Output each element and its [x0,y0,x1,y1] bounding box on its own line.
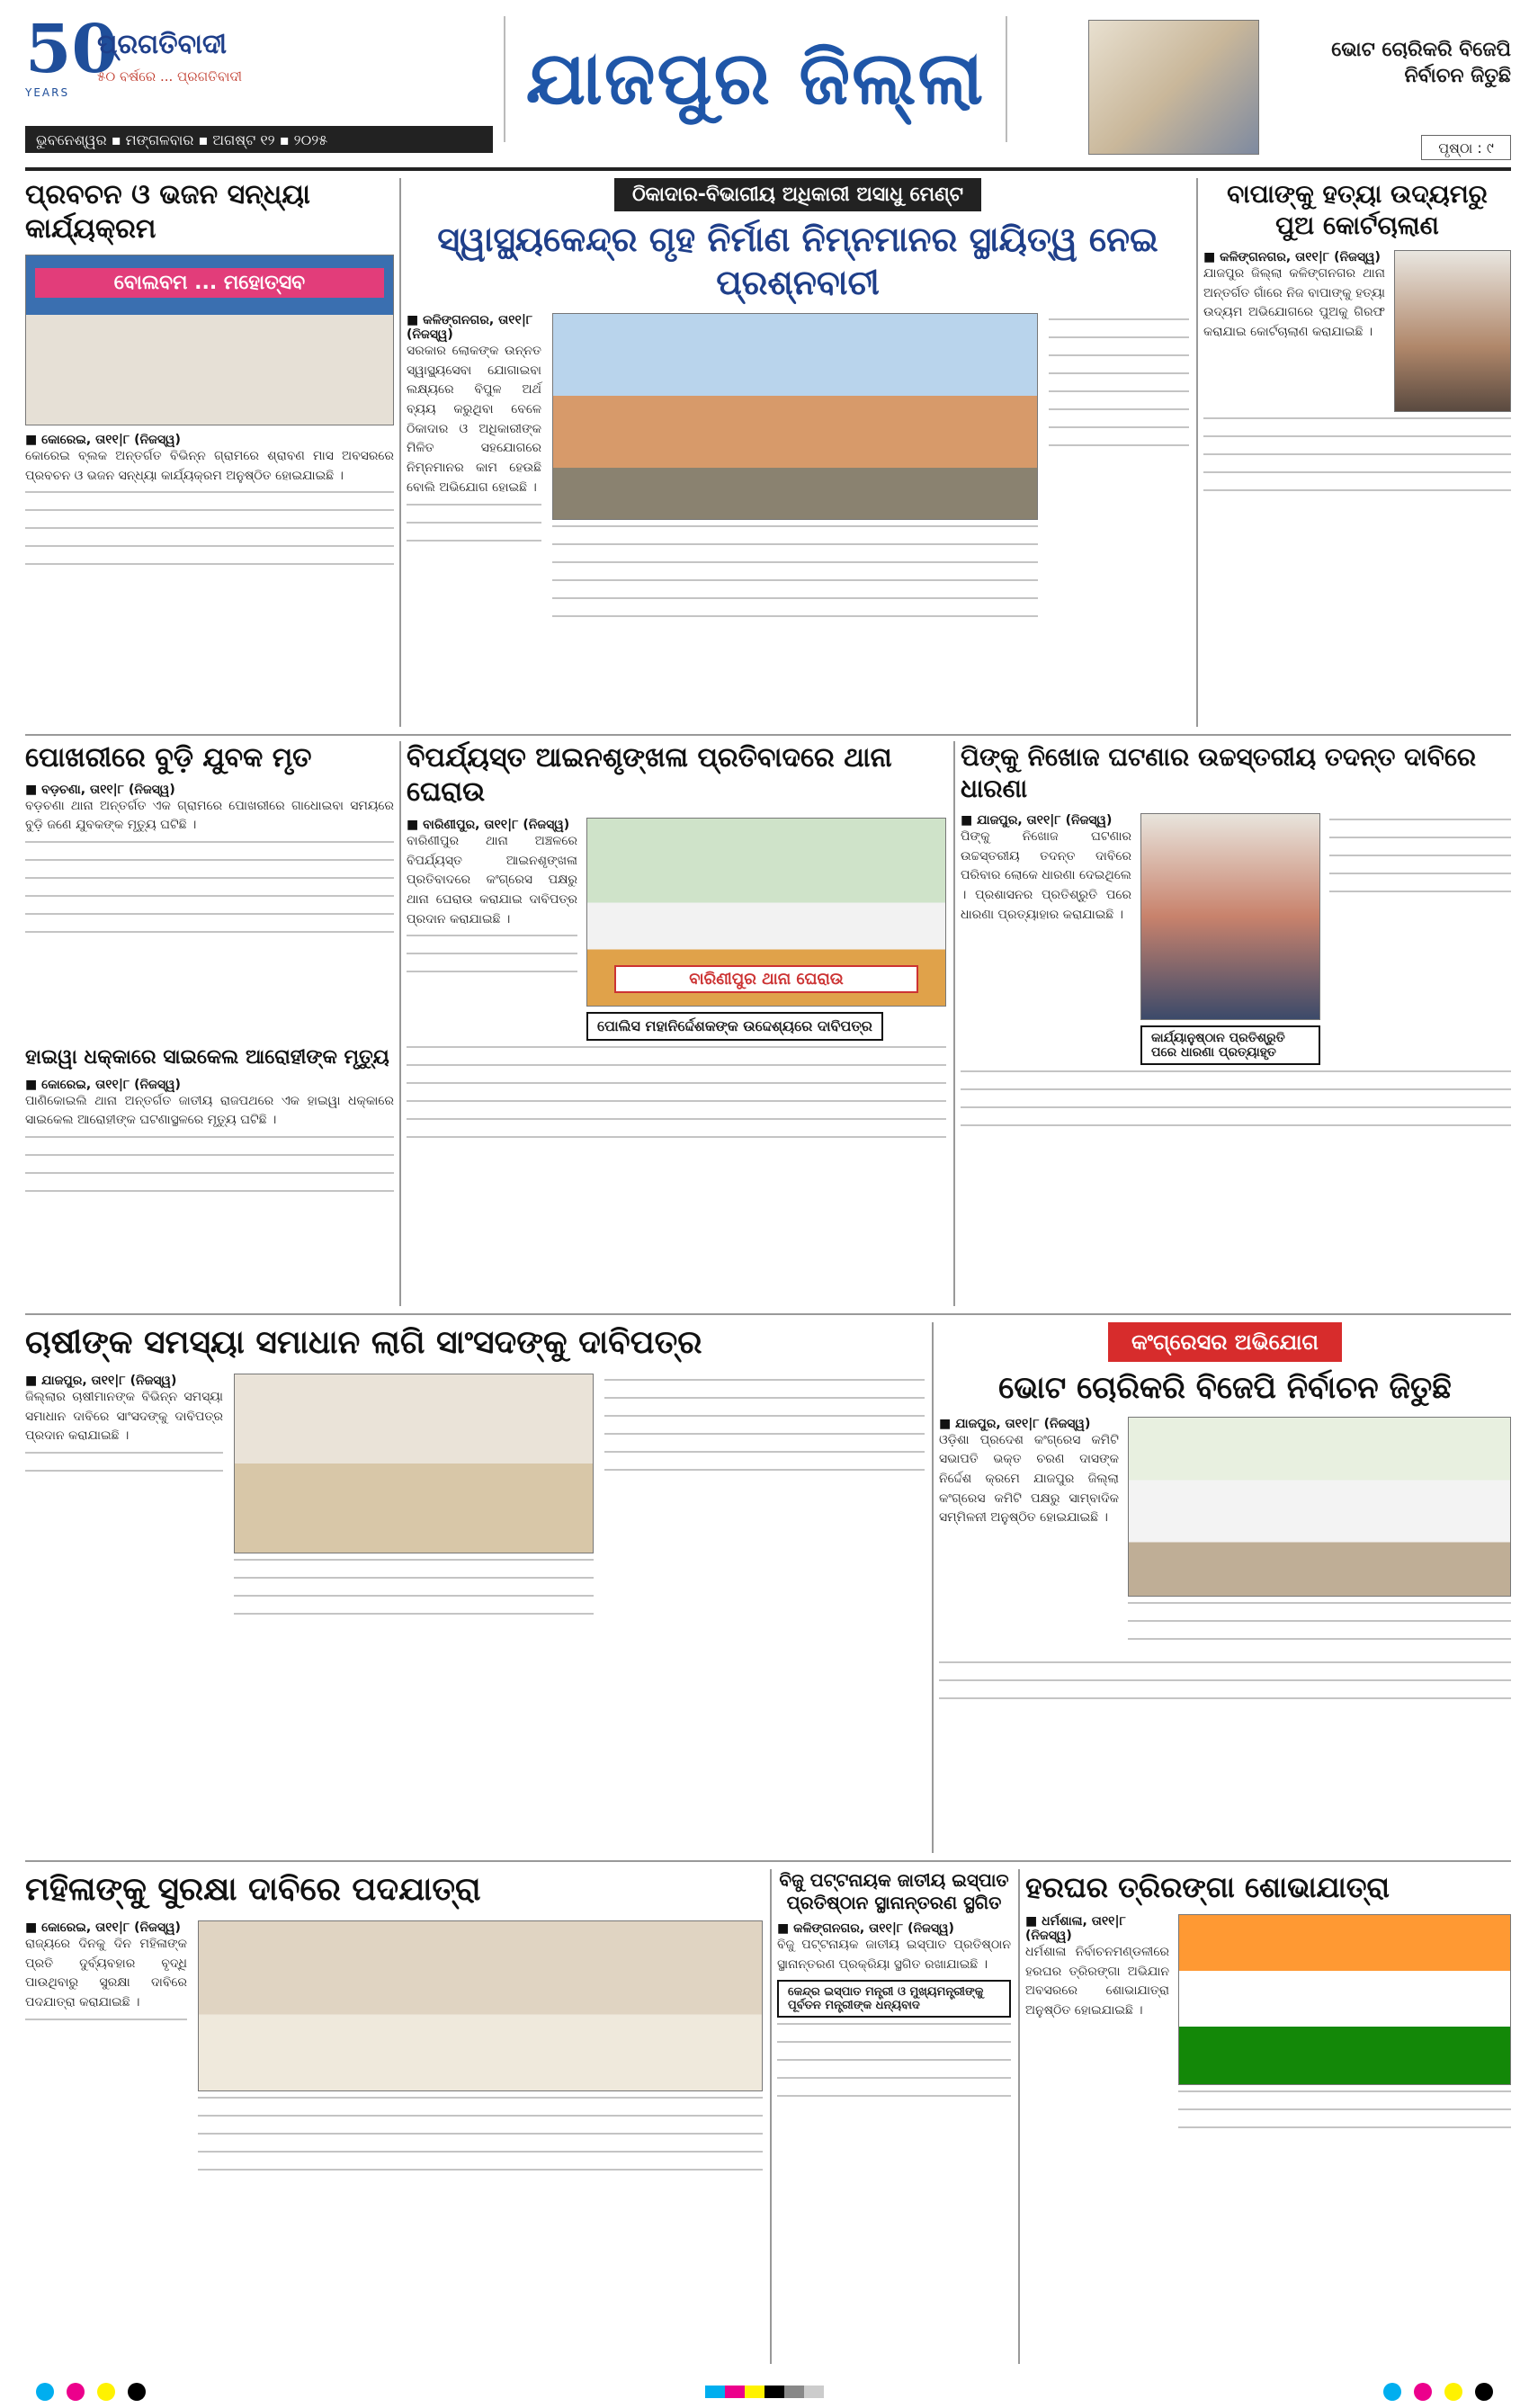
column-rule [770,1869,772,2364]
lede: ଜିଲ୍ଲାର ଚାଷୀମାନଙ୍କ ବିଭିନ୍ନ ସମସ୍ୟା ସମାଧାନ ଦାବିରେ ସାଂସଦଙ୍କୁ ଦାବିପତ୍ର ପ୍ରଦାନ କରାଯାଇଛି । [25,1390,223,1444]
color-bar [705,2386,824,2398]
promo-headline[interactable]: ଭୋଟ ଚୋରିକରି ବିଜେପି ନିର୍ବାଚନ ଜିତୁଛି [1331,39,1511,87]
subhead: କେନ୍ଦ୍ର ଇସ୍ପାତ ମନ୍ତ୍ରୀ ଓ ମୁଖ୍ୟମନ୍ତ୍ରୀଙ୍କୁ ପୂର୍ବତନ ମନ୍ତ୍ରୀଙ୍କ ଧନ୍ୟବାଦ [777,1980,1011,2018]
lede: ବିଜୁ ପଟ୍ଟନାୟକ ଜାତୀୟ ଇସ୍ପାତ ପ୍ରତିଷ୍ଠାନ ସ୍ଥାନାନ୍ତରଣ ପ୍ରକ୍ରିୟା ସ୍ଥଗିତ ରଖାଯାଇଛି । [777,1938,1011,1972]
lede: ଧର୍ମଶାଳା ନିର୍ବାଚନମଣ୍ଡଳୀରେ ହରଘର ତ୍ରିରଙ୍ଗା ଅଭିଯାନ ଅବସରରେ ଶୋଭାଯାତ୍ରା ଅନୁଷ୍ଠିତ ହୋଇଯାଇଛି । [1025,1945,1169,2019]
headline[interactable]: ପୋଖରୀରେ ବୁଡ଼ି ଯୁବକ ମୃତ [25,742,312,774]
column-rule [1196,178,1198,727]
press-meet-photo [1128,1417,1511,1597]
lede: ବଡ଼ଚଣା ଥାନା ଅନ୍ତର୍ଗତ ଏକ ଗ୍ରାମରେ ପୋଖରୀରେ ଗାଧୋଇବା ସମୟରେ ବୁଡ଼ି ଜଣେ ଯୁବକଙ୍କ ମୃତ୍ୟୁ ଘଟିଛି । [25,798,394,833]
page-number: ପୃଷ୍ଠା : ୯ [1421,135,1511,160]
byline: ■ କଳିଙ୍ଗନଗର, ତା୧୧|୮ (ନିଜସ୍ୱ) [777,1921,954,1936]
story-vote-theft[interactable] [939,1322,1511,1853]
headline[interactable]: ବାପାଙ୍କୁ ହତ୍ୟା ଉଦ୍ୟମରୁ ପୁଅ କୋର୍ଟଚାଲାଣ [1227,179,1488,240]
lede: ବାରିଣୀପୁର ଥାନା ଅଞ୍ଚଳରେ ବିପର୍ଯ୍ୟସ୍ତ ଆଇନଶୃଙ୍ଖଳା ପ୍ରତିବାଦରେ କଂଗ୍ରେସ ପକ୍ଷରୁ ଥାନା ଘେରାଉ କରାଯାଇ ଦାବିପତ୍ର ପ୍ରଦାନ କରାଯାଇଛି । [407,834,577,926]
kicker: ଠିକାଦାର-ବିଭାଗୀୟ ଅଧିକାରୀ ଅସାଧୁ ମେଣ୍ଟ [614,178,981,211]
paper-name: ପ୍ରଗତିବାଦୀ [97,29,228,60]
byline: ■ ବଡ଼ଚଣା, ତା୧୧|୮ (ନିଜସ୍ୱ) [25,782,175,797]
story-law-order[interactable] [407,741,946,1306]
kicker: କଂଗ୍ରେସର ଅଭିଯୋଗ [1108,1322,1342,1362]
anniversary-years-label: YEARS [25,86,70,99]
lede: ସରକାର ଲୋକଙ୍କ ଉନ୍ନତ ସ୍ୱାସ୍ଥ୍ୟସେବା ଯୋଗାଇବା ଲକ୍ଷ୍ୟରେ ବିପୁଳ ଅର୍ଥ ବ୍ୟୟ କରୁଥିବା ବେଳେ ଠିକାଦାର ଓ ଅଧିକାରୀଙ୍କ ମିଳିତ ସହଯୋଗରେ ନିମ୍ନମାନର କାମ ହେଉଛି ବୋଲି ଅଭିଯୋଗ ହୋଇଛି । [407,344,541,495]
lede: ଓଡ଼ିଶା ପ୍ରଦେଶ କଂଗ୍ରେସ କମିଟି ସଭାପତି ଭକ୍ତ ଚରଣ ଦାସଙ୍କ ନିର୍ଦ୍ଦେଶ କ୍ରମେ ଯାଜପୁର ଜିଲ୍ଲା କଂଗ୍ରେସ କମିଟି ପକ୍ଷରୁ ସାମ୍ବାଦିକ ସମ୍ମିଳନୀ ଅନୁଷ୍ଠିତ ହୋଇଯାଇଛି । [939,1432,1119,1526]
byline: ■ କୋରେଇ, ତା୧୧|୮ (ନିଜସ୍ୱ) [25,433,181,447]
headline[interactable]: ଭୋଟ ଚୋରିକରି ବିଜେପି ନିର୍ବାଚନ ଜିତୁଛି [998,1370,1452,1406]
column-rule [953,741,955,1306]
byline: ■ ବାରିଣୀପୁର, ତା୧୧|୮ (ନିଜସ୍ୱ) [407,818,570,832]
story-health-centre[interactable] [407,178,1189,727]
story-tiranga[interactable] [1025,1869,1511,2364]
story-father-murder[interactable] [1203,178,1511,727]
story-farmers[interactable] [25,1322,925,1853]
column-rule [399,178,401,727]
column-rule [1018,1869,1020,2364]
story-highway-death[interactable] [25,1045,394,1306]
tiranga-rally-photo [1178,1914,1511,2085]
story-biju-institute[interactable] [777,1869,1011,2364]
headline[interactable]: ମହିଳାଙ୍କୁ ସୁରକ୍ଷା ଦାବିରେ ପଦଯାତ୍ରା [25,1871,481,1908]
column-rule [399,741,401,1306]
photo-caption: କାର୍ଯ୍ୟାନୁଷ୍ଠାନ ପ୍ରତିଶ୍ରୁତି ପରେ ଧାରଣା ପ୍ରତ୍ୟାହୃତ [1140,1025,1320,1065]
photo-caption: ପୋଲିସ ମହାନିର୍ଦ୍ଦେଶକଙ୍କ ଉଦ୍ଦେଶ୍ୟରେ ଦାବିପତ୍ର [586,1012,883,1041]
row-rule [25,1860,1511,1862]
pravachan-banner-text: ବୋଲବମ ... ମହୋତ୍ସବ [35,268,384,298]
story-pinku-missing[interactable] [961,741,1511,1306]
dateline: ଭୁବନେଶ୍ୱର ▪ ମଙ୍ଗଳବାର ▪ ଅଗଷ୍ଟ ୧୨ ▪ ୨୦୨୫ [25,126,493,153]
byline: ■ କଳିଙ୍ଗନଗର, ତା୧୧|୮ (ନିଜସ୍ୱ) [1203,250,1381,264]
byline: ■ ଯାଜପୁର, ତା୧୧|୮ (ନିଜସ୍ୱ) [961,813,1113,828]
protest-photo [586,818,946,1007]
headline[interactable]: ପ୍ରବଚନ ଓ ଭଜନ ସନ୍ଧ୍ୟା କାର୍ଯ୍ୟକ୍ରମ [25,179,310,245]
lede: ପାଣିକୋଇଲି ଥାନା ଅନ୍ତର୍ଗତ ଜାତୀୟ ରାଜପଥରେ ଏକ ହାଇୱା ଧକ୍କାରେ ସାଇକେଲ ଆରୋହୀଙ୍କ ଘଟଣାସ୍ଥଳରେ ମୃତ୍ୟୁ ଘଟିଛି । [25,1093,394,1128]
headline[interactable]: ସ୍ୱାସ୍ଥ୍ୟକେନ୍ଦ୍ର ଗୃହ ନିର୍ମାଣ ନିମ୍ନମାନର ସ୍ଥାୟିତ୍ୱ ନେଇ ପ୍ରଶ୍ନବାଚୀ [437,219,1158,302]
byline: ■ ଯାଜପୁର, ତା୧୧|୮ (ନିଜସ୍ୱ) [939,1416,1091,1431]
registration-dots [36,2383,146,2401]
promo-photo[interactable] [1088,20,1259,155]
lede: ପିଙ୍କୁ ନିଖୋଜ ଘଟଣାର ଉଚ୍ଚସ୍ତରୀୟ ତଦନ୍ତ ଦାବିରେ ପରିବାର ଲୋକେ ଧାରଣା ଦେଇଥିଲେ । ପ୍ରଶାସନର ପ୍ରତିଶ୍ରୁତି ପରେ ଧାରଣା ପ୍ରତ୍ୟାହାର କରାଯାଇଛି । [961,829,1131,922]
headline[interactable]: ହରଘର ତ୍ରିରଙ୍ଗା ଶୋଭାଯାତ୍ରା [1025,1870,1390,1904]
byline: ■ ଯାଜପୁର, ତା୧୧|୮ (ନିଜସ୍ୱ) [25,1374,177,1388]
lede: କୋରେଇ ବ୍ଲକ ଅନ୍ତର୍ଗତ ବିଭିନ୍ନ ଗ୍ରାମରେ ଶ୍ରାବଣ ମାସ ଅବସରରେ ପ୍ରବଚନ ଓ ଭଜନ ସନ୍ଧ୍ୟା କାର୍ଯ୍ୟକ୍ରମ ଅନୁଷ୍ଠିତ ହୋଇଯାଇଛି । [25,449,394,483]
accused-photo [1394,250,1511,412]
headline[interactable]: ପିଙ୍କୁ ନିଖୋଜ ଘଟଣାର ଉଚ୍ଚସ୍ତରୀୟ ତଦନ୍ତ ଦାବିରେ ଧାରଣା [961,742,1477,803]
paper-tagline: ୫୦ ବର୍ଷରେ ... ପ୍ରଗତିବାଦୀ [97,68,243,85]
row-rule [25,734,1511,736]
print-registration-marks [0,2375,1529,2408]
headline[interactable]: ଚାଷୀଙ୍କ ସମସ୍ୟା ସମାଧାନ ଲାଗି ସାଂସଦଙ୍କୁ ଦାବିପତ୍ର [25,1324,702,1361]
byline: ■ ଧର୍ମଶାଳା, ତା୧୧|୮ (ନିଜସ୍ୱ) [1025,1914,1126,1943]
protest-banner-text: ବାରିଣୀପୁର ଥାନା ଘେରାଉ [614,965,918,993]
lede: ଯାଜପୁର ଜିଲ୍ଲା କଳିଙ୍ଗନଗର ଥାନା ଅନ୍ତର୍ଗତ ଗାଁରେ ନିଜ ବାପାଙ୍କୁ ହତ୍ୟା ଉଦ୍ୟମ ଅଭିଯୋଗରେ ପୁଅକୁ ଗିରଫ କରାଯାଇ କୋର୍ଟଚାଲାଣ କରାଯାଇଛି । [1203,266,1385,340]
anniversary-logo: 50 [25,11,118,88]
lede: ରାଜ୍ୟରେ ଦିନକୁ ଦିନ ମହିଳାଙ୍କ ପ୍ରତି ଦୁର୍ବ୍ୟବହାର ବୃଦ୍ଧି ପାଉଥିବାରୁ ସୁରକ୍ଷା ଦାବିରେ ପଦଯାତ୍ରା କରାଯାଇଛି । [25,1937,187,2010]
row-rule [25,1313,1511,1315]
story-pond-death[interactable] [25,741,394,1038]
story-pravachan[interactable] [25,178,394,727]
building-photo [552,313,1038,520]
masthead [0,0,1529,171]
headline[interactable]: ହାଇୱା ଧକ୍କାରେ ସାଇକେଲ ଆରୋହୀଙ୍କ ମୃତ୍ୟୁ [25,1046,389,1069]
farmers-photo [234,1374,594,1553]
story-women-safety[interactable] [25,1869,763,2364]
registration-dots-right [1383,2383,1493,2401]
column-rule [932,1322,934,1853]
headline[interactable]: ବିଜୁ ପଟ୍ଟନାୟକ ଜାତୀୟ ଇସ୍ପାତ ପ୍ରତିଷ୍ଠାନ ସ୍ଥାନାନ୍ତରଣ ସ୍ଥଗିତ [779,1869,1009,1913]
top-rule [25,167,1511,171]
byline: ■ କୋରେଇ, ତା୧୧|୮ (ନିଜସ୍ୱ) [25,1077,181,1092]
pinku-family-photo [1140,813,1320,1020]
byline: ■ କଳିଙ୍ଗନଗର, ତା୧୧|୮ (ନିଜସ୍ୱ) [407,313,533,342]
district-title-band [504,16,1007,142]
pravachan-photo [25,255,394,425]
byline: ■ କୋରେଇ, ତା୧୧|୮ (ନିଜସ୍ୱ) [25,1920,181,1935]
headline[interactable]: ବିପର୍ଯ୍ୟସ୍ତ ଆଇନଶୃଙ୍ଖଳା ପ୍ରତିବାଦରେ ଥାନା ଘେରାଉ [407,742,892,808]
district-title: ଯାଜପୁର ଜିଲ୍ଲା [525,36,986,121]
padayatra-photo [198,1920,763,2091]
